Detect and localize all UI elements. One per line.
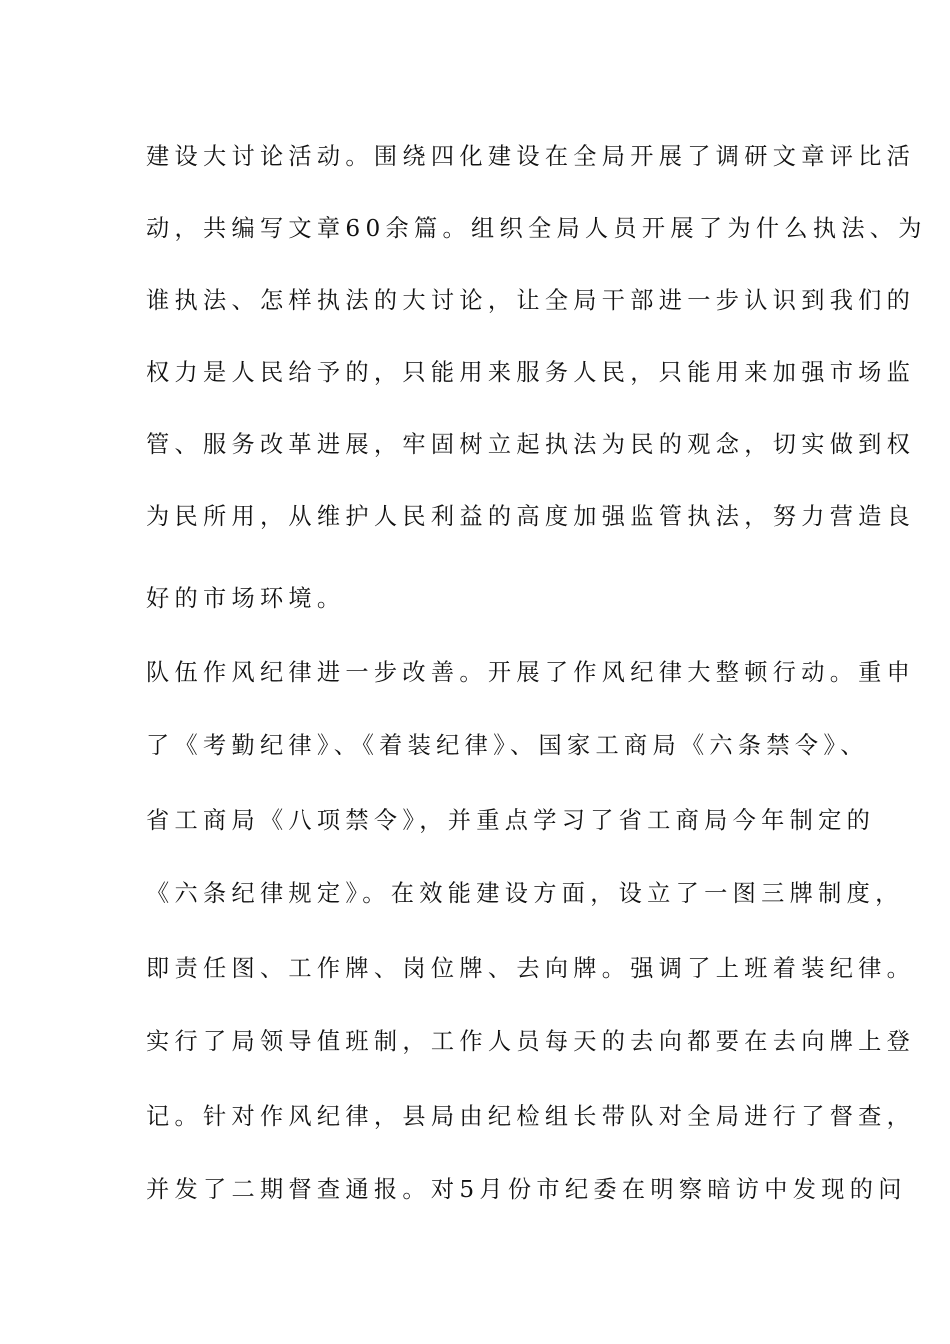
text-line: 队伍作风纪律进一步改善。开展了作风纪律大整顿行动。重申	[146, 659, 916, 686]
text-line: 管、服务改革进展，牢固树立起执法为民的观念，切实做到权	[146, 431, 916, 458]
text-line: 省工商局《八项禁令》，并重点学习了省工商局今年制定的	[146, 807, 876, 834]
text-line: 权力是人民给予的，只能用来服务人民，只能用来加强市场监	[146, 359, 916, 386]
text-line: 《六条纪律规定》。在效能建设方面，设立了一图三牌制度，	[146, 880, 904, 907]
text-line: 建设大讨论活动。围绕四化建设在全局开展了调研文章评比活	[146, 143, 916, 170]
text-line: 实行了局领导值班制，工作人员每天的去向都要在去向牌上登	[146, 1028, 916, 1055]
text-line: 了《考勤纪律》、《着装纪律》、国家工商局《六条禁令》、	[146, 732, 869, 759]
text-line: 即责任图、工作牌、岗位牌、去向牌。强调了上班着装纪律。	[146, 955, 916, 982]
text-line: 记。针对作风纪律，县局由纪检组长带队对全局进行了督查，	[146, 1103, 916, 1130]
text-line: 动，共编写文章60余篇。组织全局人员开展了为什么执法、为	[146, 215, 927, 242]
text-line: 为民所用，从维护人民利益的高度加强监管执法，努力营造良	[146, 503, 916, 530]
text-line: 好的市场环境。	[146, 585, 346, 612]
text-line: 谁执法、怎样执法的大讨论，让全局干部进一步认识到我们的	[146, 287, 916, 314]
text-line: 并发了二期督查通报。对5月份市纪委在明察暗访中发现的问	[146, 1176, 907, 1203]
